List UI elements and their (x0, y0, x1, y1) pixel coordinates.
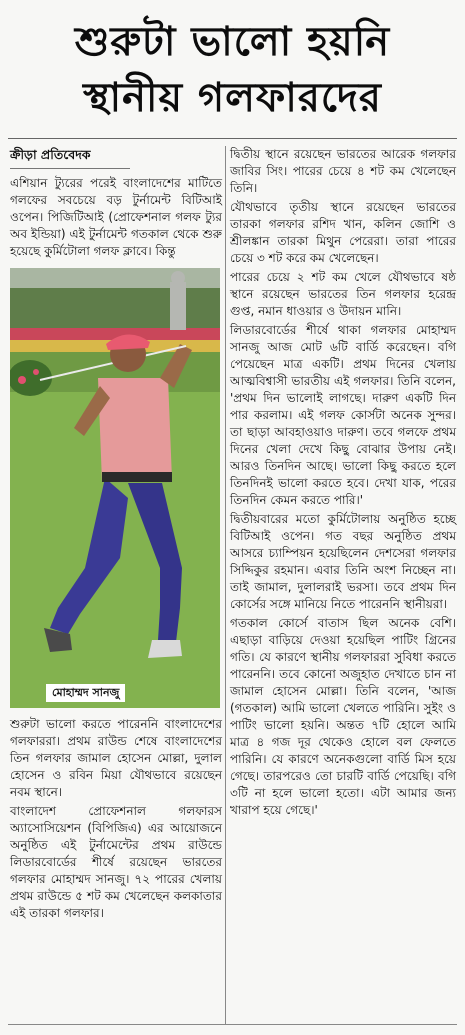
golfer-illustration (10, 268, 220, 708)
column-left (10, 146, 222, 924)
paragraph: শুরুটা ভালো করতে পারেননি বাংলাদেশের গলফাররা। প্রথম রাউন্ড শেষে বাংলাদেশের তিন গলফার জামাল হোসেন মোল্লা, দুলাল হোসেন ও রবিন মিয়া যৌথভাবে রয়েছেন নবম স্থানে। (10, 717, 222, 799)
column-divider (225, 146, 226, 1024)
paragraph: যৌথভাবে তৃতীয় স্থানে রয়েছেন ভারতের তারকা গলফার রশিদ খান, কলিন জোশি ও শ্রীলঙ্কান তারকা মিথুন পেরেরা। তারা পারের চেয়ে ৩ শট করে কম খেলেছেন। (230, 200, 456, 265)
headline-line-2: স্থানীয় গলফারদের (83, 75, 382, 121)
headline-line-1: শুরুটা ভালো হয়নি (74, 19, 391, 65)
paragraph: বাংলাদেশ প্রোফেশনাল গলফারস অ্যাসোসিয়েশন (বিপিজিএ) এর আয়োজনে অনুষ্ঠিত এই টুর্নামেন্টের প্রথম রাউন্ডে লিডারবোর্ডের শীর্ষে রয়েছেন ভারতের গলফার মোহাম্মদ সানজু। ৭২ পারের খেলায় প্রথম রাউন্ডে ৫ শট কম খেলেছেন কলকাতার এই তারকা গলফার। (10, 804, 222, 920)
paragraph: এশিয়ান ট্যুরের পরেই বাংলাদেশের মাটিতে গলফের সবচেয়ে বড় টুর্নামেন্ট বিটিআই ওপেন। পিজিটিআই (প্রোফেশনাল গলফ ট্যুর অব ইন্ডিয়া) এই টুর্নামেন্ট গতকাল থেকে শুরু হয়েছে কুর্মিটোলা গলফ ক্লাবে। কিন্তু (10, 176, 222, 258)
paragraph: গতকাল কোর্সে বাতাস ছিল অনেক বেশি। এছাড়া বাড়িয়ে দেওয়া হয়েছিল পাটিং গ্রিনের গতি। যে কারণে স্থানীয় গলফাররা সুবিধা করতে পারেননি। তবে কোনো অজুহাত দেখাতে চান না জামাল হোসেন মোল্লা। তিনি বলেন, 'আজ (গতকাল) আমি ভালো খেলতে পারিনি। সুইং ও পাটিং ভালো হয়নি। অন্তত ৭টি হোলে আমি মাত্র ৪ গজ দূর থেকেও হোলে বল ফেলতে পারিনি। যে কারণে অনেকগুলো বার্ডি মিস হয়ে গেছে। তারপরেও তো চারটি বার্ডি পেয়েছি। বগি ৩টি না হলে ভালো হতো। এটা আমার জন্য খারাপ হয়ে গেছে।' (230, 616, 456, 817)
byline-rule (10, 168, 130, 169)
column-right (230, 146, 456, 821)
paragraph: লিডারবোর্ডের শীর্ষে থাকা গলফার মোহাম্মদ সানজু আজ মোট ৬টি বার্ডি করেছেন। বগি পেয়েছেন মাত্র একটি। প্রথম দিনের খেলায় আত্মবিশ্বাসী ভারতীয় এই গলফার। তিনি বলেন, 'প্রথম দিন ভালোই লাগছে। দারুণ একটি দিন পার করলাম। এই গলফ কোর্সটা অনেক সুন্দর। তা ছাড়া আবহাওয়াও দারুণ। তবে গলফে প্রথম দিনের খেলা দেখে কিছু বোঝার উপায় নেই। আরও তিনদিন আছে। ভালো কিছু করতে হলে তিনদিনই ভালো করতে হবে। দেখা যাক, পরের তিনদিন কেমন করতে পারি।' (230, 323, 456, 507)
byline: ক্রীড়া প্রতিবেদক (10, 147, 91, 162)
golfer-photo (10, 268, 220, 708)
paragraph: দ্বিতীয় স্থানে রয়েছেন ভারতের আরেক গলফার জাবির সিং। পারের চেয়ে ৪ শট কম খেলেছেন তিনি। (230, 147, 456, 195)
headline-rule (8, 138, 457, 139)
paragraph: পারের চেয়ে ২ শট কম খেলে যৌথভাবে ষষ্ঠ স্থানে রয়েছেন ভারতের তিন গলফার হরেন্দ্র গুপ্ত, নমান ধাওয়ার ও উদায়ন মানি। (230, 270, 456, 318)
bottom-rule (8, 1024, 457, 1025)
headline (0, 0, 465, 138)
paragraph: দ্বিতীয়বারের মতো কুর্মিটোলায় অনুষ্ঠিত হচ্ছে বিটিআই ওপেন। গত বছর অনুষ্ঠিত প্রথম আসরে চ্যাম্পিয়ন হয়েছিলেন দেশসেরা গলফার সিদ্দিকুর রহমান। এবার তিনি অংশ নিচ্ছেন না। তাই জামাল, দুলালরাই ভরসা। তবে প্রথম দিন কোর্সের সঙ্গে মানিয়ে নিতে পারেননি স্থানীয়রা। (230, 512, 456, 611)
photo-caption: মোহাম্মদ সানজু (46, 684, 125, 702)
